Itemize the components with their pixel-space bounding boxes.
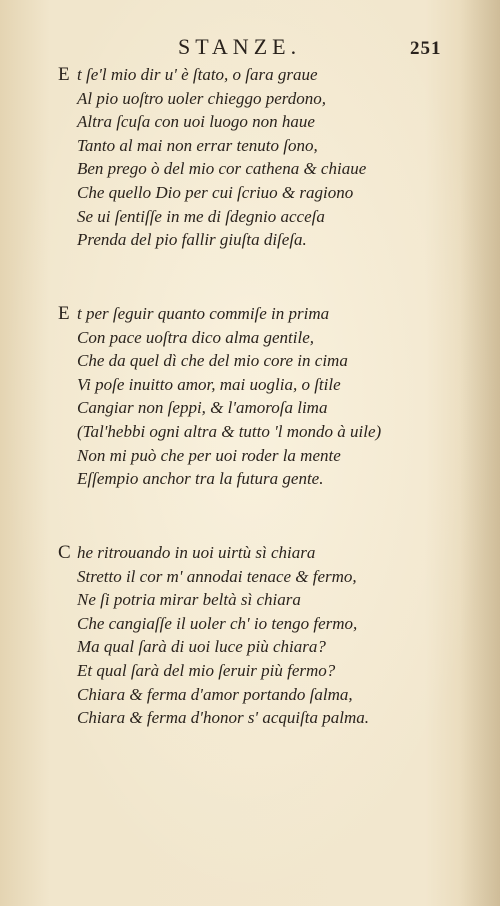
stanza-line: Che da quel dì che del mio core in cima	[77, 351, 348, 371]
stanza-line: Chiara & ferma d'honor s' acquiſta palma.	[77, 708, 370, 728]
stanza-2	[58, 302, 381, 491]
running-title: STANZE.	[178, 34, 302, 59]
stanza-initial: E	[58, 64, 70, 85]
stanza-line: Ne ſi potria mirar beltà sì chiara	[77, 590, 301, 610]
stanza-line: Stretto il cor m' annodai tenace & fermo,	[77, 566, 357, 586]
stanza-line: Vi poſe inuitto amor, mai uoglia, o ſtile	[77, 374, 341, 394]
verse-text: t ſe'l mio dir u' è ſtato, o ſara graue	[77, 65, 318, 84]
stanza-line: Et qual ſarà del mio ſeruir più fermo?	[77, 660, 336, 680]
stanza-line: Al pio uoſtro uoler chieggo perdono,	[77, 88, 326, 108]
stanza-line	[58, 541, 369, 565]
stanza-line: Ben prego ò del mio cor cathena & chiaue	[77, 159, 367, 179]
stanza-line	[58, 302, 381, 326]
stanza-line: Che cangiaſſe il uoler ch' io tengo fermo,	[77, 613, 358, 633]
stanza-line: Cangiar non ſeppi, & l'amoroſa lima	[77, 398, 328, 418]
stanza-line: Eſſempio anchor tra la futura gente.	[77, 469, 324, 489]
stanza-line: Chiara & ferma d'amor portando ſalma,	[77, 684, 353, 704]
verse-text: he ritrouando in uoi uirtù sì chiara	[77, 543, 316, 562]
stanza-initial: E	[58, 303, 70, 324]
stanza-1	[58, 63, 366, 252]
page-edge-shadow	[460, 0, 500, 906]
stanza-initial: C	[58, 542, 71, 563]
page-number: 251	[410, 38, 442, 59]
verse-text: t per ſeguir quanto commiſe in prima	[77, 304, 330, 323]
stanza-line: (Tal'hebbi ogni altra & tutto 'l mondo à uile)	[77, 421, 382, 441]
stanza-line: Tanto al mai non errar tenuto ſono,	[77, 135, 318, 155]
stanza-line: Prenda del pio fallir giuſta diſeſa.	[77, 230, 307, 250]
stanza-3	[58, 541, 369, 730]
stanza-line: Non mi può che per uoi roder la mente	[77, 445, 341, 465]
stanza-line: Con pace uoſtra dico alma gentile,	[77, 327, 315, 347]
stanza-line: Ma qual ſarà di uoi luce più chiara?	[77, 637, 326, 657]
stanza-line: Che quello Dio per cui ſcriuo & ragiono	[77, 182, 354, 202]
stanza-line: Altra ſcuſa con uoi luogo non haue	[77, 112, 315, 132]
stanza-line: Se ui ſentiſſe in me di ſdegnio acceſa	[77, 206, 325, 226]
stanza-line	[58, 63, 366, 87]
